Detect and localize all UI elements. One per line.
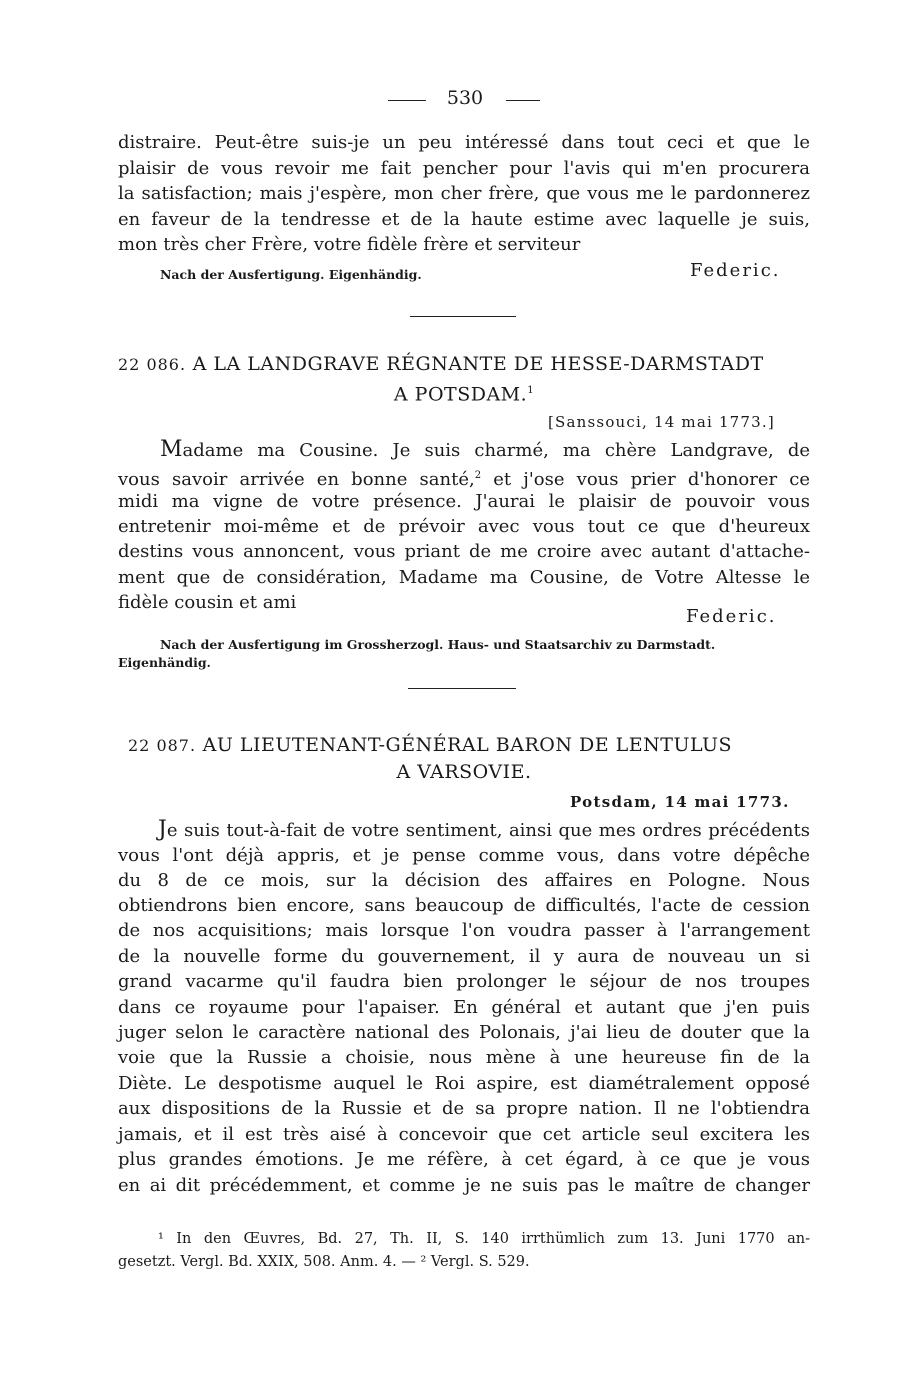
text-line: en ai dit précédemment, et comme je ne suis pas le maître de changer xyxy=(118,1175,810,1196)
text-line: ment que de considération, Madame ma Cousine, de Votre Altesse le xyxy=(118,567,810,588)
text-segment: et j'ose vous prier d'honorer ce xyxy=(481,469,811,490)
letter-title-place: A POTSDAM. xyxy=(393,383,528,406)
header-rule-right xyxy=(506,100,540,101)
initial-letter: J xyxy=(158,817,167,842)
source-note: Nach der Ausfertigung im Grossherzogl. Haus- und Staatsarchiv zu Darmstadt. xyxy=(160,637,716,652)
header-rule-left xyxy=(388,100,426,101)
text-line: distraire. Peut-être suis-je un peu intéressé dans tout ceci et que le xyxy=(118,132,810,153)
footnote-ref: 1 xyxy=(527,385,535,396)
letter-title: A LA LANDGRAVE RÉGNANTE DE HESSE-DARMSTADT xyxy=(192,353,764,375)
text-line: aux dispositions de la Russie et de sa propre nation. Il ne l'obtiendra xyxy=(118,1098,810,1119)
text-line: obtiendrons bien encore, sans beaucoup de difficultés, l'acte de cession xyxy=(118,895,810,916)
text-line: destins vous annoncent, vous priant de me croire avec autant d'attache- xyxy=(118,541,810,562)
letter-title-line2 xyxy=(118,378,810,407)
initial-letter: M xyxy=(160,437,183,462)
footnote: ¹ In den Œuvres, Bd. 27, Th. II, S. 140 irrthümlich zum 13. Juni 1770 an- xyxy=(158,1231,810,1247)
text-line: Diète. Le despotisme auquel le Roi aspire, est diamétralement opposé xyxy=(118,1073,810,1094)
footnote-ref: 2 xyxy=(474,470,482,481)
section-divider xyxy=(408,688,516,689)
text-line: midi ma vigne de votre présence. J'aurai le plaisir de pouvoir vous xyxy=(118,491,810,512)
text-line: grand vacarme qu'il faudra bien prolonger le séjour de nos troupes xyxy=(118,971,810,992)
text-line: fidèle cousin et ami xyxy=(118,592,297,613)
letter-number: 22 086. xyxy=(118,355,187,374)
text-line: de la nouvelle forme du gouvernement, il y aura de nouveau un si xyxy=(118,946,810,967)
text-line: la satisfaction; mais j'espère, mon cher frère, que vous me le pardonnerez xyxy=(118,183,810,204)
dateline: Potsdam, 14 mai 1773. xyxy=(570,793,790,811)
text-line xyxy=(160,437,810,463)
page-number: 530 xyxy=(446,87,484,109)
text-line: dans ce royaume pour l'apaiser. En général et autant que j'en puis xyxy=(118,997,810,1018)
text-line: jamais, et il est très aisé à concevoir que cet article seul excitera les xyxy=(118,1124,810,1145)
text-line: vous l'ont déjà appris, et je pense comme vous, dans votre dépêche xyxy=(118,845,810,866)
text-line: plus grandes émotions. Je me réfère, à cet égard, à ce que je vous xyxy=(118,1149,810,1170)
source-note: Nach der Ausfertigung. Eigenhändig. xyxy=(160,267,422,282)
letter-title-line2: A VARSOVIE. xyxy=(396,761,532,783)
first-line-text: e suis tout-à-fait de votre sentiment, ainsi que mes ordres précédents xyxy=(166,820,810,841)
text-line: du 8 de ce mois, sur la décision des affaires en Pologne. Nous xyxy=(118,870,810,891)
text-segment: vous savoir arrivée en bonne santé, xyxy=(118,469,475,490)
first-line-text: adame ma Cousine. Je suis charmé, ma chère Landgrave, de xyxy=(182,440,810,461)
section-divider xyxy=(410,316,516,317)
letter-heading xyxy=(128,733,810,758)
dateline: [Sanssouci, 14 mai 1773.] xyxy=(548,413,775,431)
text-line: en faveur de la tendresse et de la haute estime avec laquelle je suis, xyxy=(118,209,810,230)
letter-title: AU LIEUTENANT-GÉNÉRAL BARON DE LENTULUS xyxy=(202,734,733,756)
source-note: Eigenhändig. xyxy=(118,655,211,670)
letter-number: 22 087. xyxy=(128,736,197,755)
signature: Federic. xyxy=(686,606,777,627)
footnote: gesetzt. Vergl. Bd. XXIX, 508. Anm. 4. — ² Vergl. S. 529. xyxy=(118,1254,530,1270)
text-line: mon très cher Frère, votre fidèle frère et serviteur xyxy=(118,234,581,255)
text-line: voie que la Russie a choisie, nous mène à une heureuse fin de la xyxy=(118,1047,810,1068)
signature: Federic. xyxy=(690,260,781,281)
text-line xyxy=(158,817,810,843)
text-line: juger selon le caractère national des Polonais, j'ai lieu de douter que la xyxy=(118,1022,810,1043)
letter-heading xyxy=(118,352,810,377)
text-line: de nos acquisitions; mais lorsque l'on voudra passer à l'arrangement xyxy=(118,920,810,941)
text-line xyxy=(118,463,810,492)
text-line: plaisir de vous revoir me fait pencher pour l'avis qui m'en procurera xyxy=(118,158,810,179)
text-line: entretenir moi-même et de prévoir avec vous tout ce que d'heureux xyxy=(118,516,810,537)
